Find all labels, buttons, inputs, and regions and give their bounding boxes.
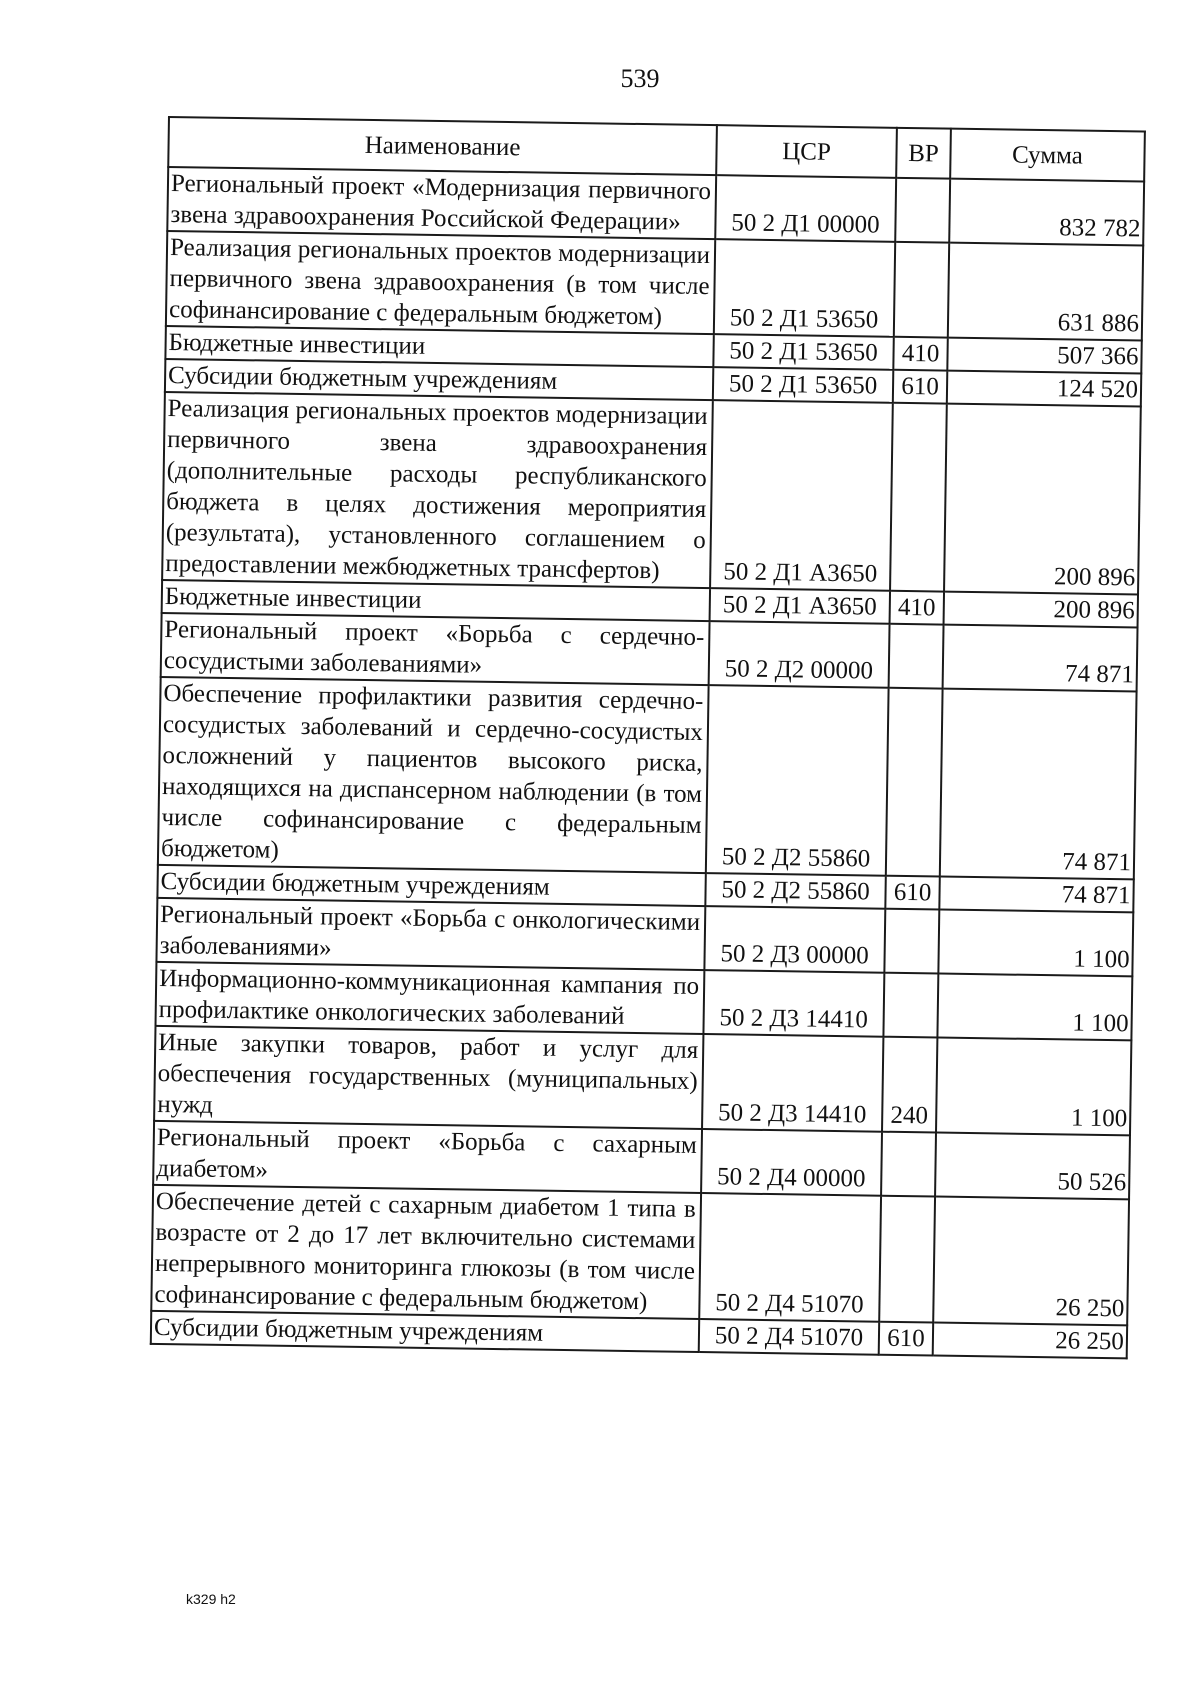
- row-sum: 507 366: [947, 338, 1141, 374]
- row-name: Региональный проект «Борьба с онкологическими заболеваниями»: [156, 898, 705, 970]
- row-name: Субсидии бюджетным учреждениям: [157, 865, 705, 906]
- row-vr: [884, 909, 939, 974]
- row-sum: 124 520: [947, 371, 1141, 407]
- row-vr: [889, 624, 944, 689]
- row-vr: [879, 1196, 935, 1323]
- row-csr: 50 2 Д1 53650: [714, 239, 895, 337]
- row-sum: 50 526: [935, 1133, 1130, 1200]
- row-sum: 1 100: [938, 910, 1133, 977]
- row-name: Бюджетные инвестиции: [162, 580, 710, 621]
- row-sum: 200 896: [944, 592, 1138, 628]
- row-csr: 50 2 Д4 00000: [701, 1129, 882, 1196]
- row-name: Обеспечение детей с сахарным диабетом 1 типа в возрасте от 2 до 17 лет включительно системами непрерывного мониторинга глюкозы (в том числе софинансирование с федеральным бюджетом): [151, 1185, 701, 1319]
- header-name: Наименование: [168, 117, 717, 175]
- row-name: Реализация региональных проектов модернизации первичного звена здравоохранения (в том числе софинансирование с федеральным бюджетом): [166, 231, 715, 334]
- row-sum: 1 100: [936, 1038, 1131, 1136]
- row-csr: 50 2 Д3 14410: [703, 970, 884, 1037]
- row-csr: 50 2 Д2 55860: [705, 873, 885, 909]
- row-csr: 50 2 Д1 А3650: [710, 588, 890, 624]
- table-row: [162, 392, 1141, 594]
- row-vr: 410: [893, 337, 947, 371]
- row-vr: [895, 178, 950, 243]
- row-name: Обеспечение профилактики развития сердечно-сосудистых заболеваний и сердечно-сосудистых осложнений у пациентов высокого риска, находящихся на диспансерном наблюдении (в том числе софинансирование с федеральным бюджетом): [158, 677, 709, 873]
- row-sum: 26 250: [933, 1196, 1129, 1325]
- row-csr: 50 2 Д4 51070: [699, 1319, 879, 1355]
- row-csr: 50 2 Д1 А3650: [710, 400, 893, 591]
- table-row: [158, 677, 1137, 879]
- footer-code: k329 h2: [186, 1591, 236, 1607]
- page-number: 539: [620, 64, 660, 93]
- row-sum: 74 871: [940, 689, 1137, 880]
- row-vr: 240: [882, 1037, 937, 1133]
- row-vr: 610: [893, 370, 947, 404]
- row-vr: [886, 688, 943, 877]
- row-vr: [894, 242, 949, 338]
- row-name: Информационно-коммуникационная кампания по профилактике онкологических заболеваний: [156, 962, 705, 1034]
- row-vr: 610: [879, 1322, 933, 1356]
- row-sum: 631 886: [948, 243, 1143, 341]
- row-name: Региональный проект «Борьба с сахарным диабетом»: [153, 1121, 702, 1193]
- row-name: Бюджетные инвестиции: [165, 326, 713, 367]
- row-csr: 50 2 Д2 00000: [709, 621, 890, 688]
- row-sum: 1 100: [937, 974, 1132, 1041]
- row-sum: 26 250: [933, 1322, 1127, 1358]
- row-sum: 74 871: [943, 625, 1138, 692]
- row-csr: 50 2 Д1 53650: [713, 367, 893, 403]
- row-sum: 200 896: [944, 404, 1141, 595]
- row-csr: 50 2 Д2 55860: [706, 685, 889, 876]
- row-csr: 50 2 Д4 51070: [699, 1193, 881, 1322]
- row-vr: 410: [890, 591, 944, 625]
- row-sum: 74 871: [939, 877, 1133, 913]
- row-sum: 832 782: [949, 179, 1144, 246]
- row-csr: 50 2 Д3 14410: [702, 1034, 883, 1132]
- header-sum: Сумма: [950, 129, 1145, 182]
- row-csr: 50 2 Д1 53650: [713, 334, 893, 370]
- row-csr: 50 2 Д1 00000: [715, 175, 896, 242]
- row-vr: [881, 1132, 936, 1197]
- table-row: [166, 231, 1143, 340]
- budget-table: [150, 116, 1146, 1359]
- header-vr: ВР: [896, 128, 951, 179]
- row-name: Реализация региональных проектов модернизации первичного звена здравоохранения (дополнительные расходы республиканского бюджета в целях достижения мероприятия (результата), установленного соглашением о предоставлении межбюджетных трансфертов): [162, 392, 713, 588]
- header-csr: ЦСР: [716, 125, 897, 178]
- row-name: Субсидии бюджетным учреждениям: [151, 1311, 699, 1352]
- row-vr: [890, 403, 947, 592]
- row-vr: [883, 973, 938, 1038]
- row-csr: 50 2 Д3 00000: [704, 906, 885, 973]
- row-vr: 610: [885, 876, 939, 910]
- table-row: [151, 1185, 1129, 1325]
- table-row: [154, 1026, 1131, 1135]
- row-name: Региональный проект «Борьба с сердечно-сосудистыми заболеваниями»: [161, 613, 710, 685]
- row-name: Региональный проект «Модернизация первичного звена здравоохранения Российской Федерации»: [167, 167, 716, 239]
- row-name: Иные закупки товаров, работ и услуг для обеспечения государственных (муниципальных) нужд: [154, 1026, 703, 1129]
- row-name: Субсидии бюджетным учреждениям: [165, 359, 713, 400]
